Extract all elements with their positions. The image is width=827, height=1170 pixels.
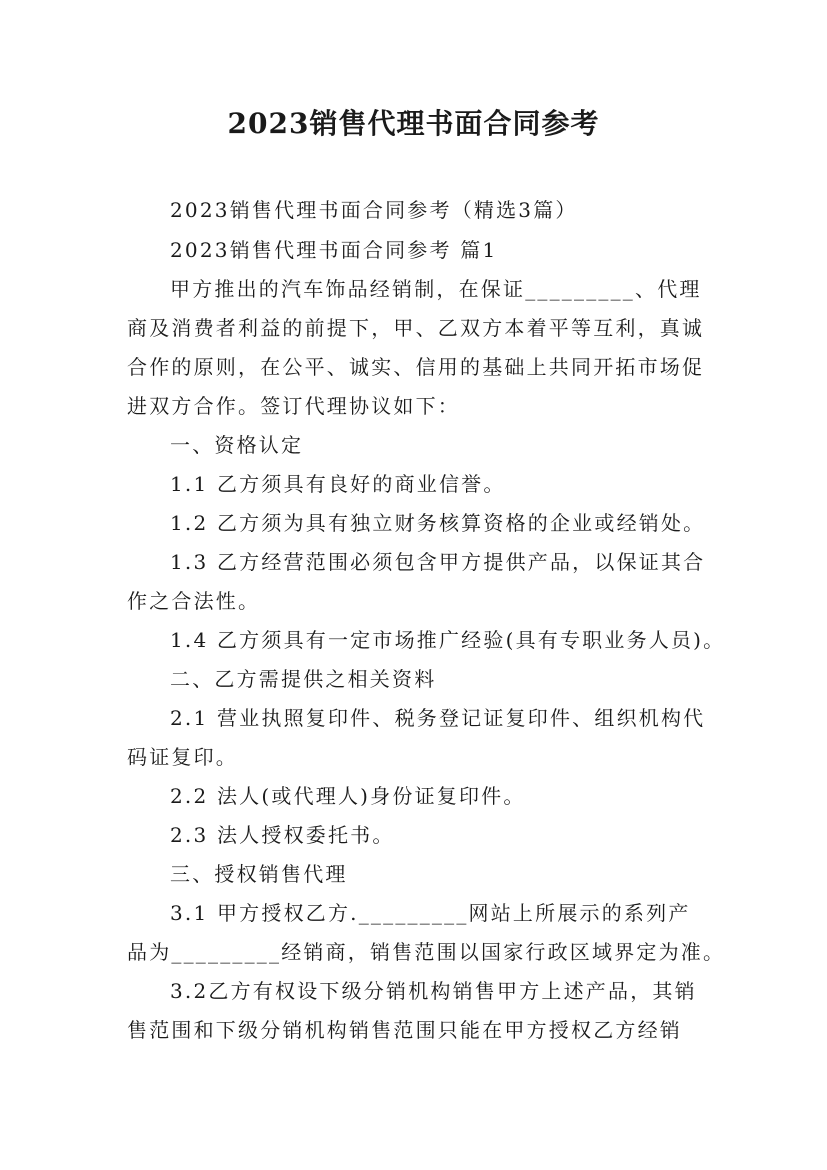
document-line: 商及消费者利益的前提下，甲、乙双方本着平等互利，真诚	[127, 316, 705, 340]
document-line: 2023销售代理书面合同参考 篇1	[170, 238, 498, 262]
document-line: 甲方推出的汽车饰品经销制，在保证_________、代理	[170, 277, 702, 301]
document-line: 合作的原则，在公平、诚实、信用的基础上共同开拓市场促	[127, 355, 705, 379]
document-title: 2023销售代理书面合同参考	[227, 107, 600, 140]
document-line: 2.3 法人授权委托书。	[170, 823, 395, 847]
document-line: 一、资格认定	[170, 433, 304, 457]
document-line: 品为_________经销商，销售范围以国家行政区域界定为准。	[127, 940, 726, 964]
document-line: 2.1 营业执照复印件、税务登记证复印件、组织机构代	[170, 706, 706, 730]
document-line: 2023销售代理书面合同参考（精选3篇）	[170, 198, 578, 222]
document-line: 码证复印。	[127, 745, 238, 769]
document-line: 1.4 乙方须具有一定市场推广经验(具有专职业务人员)。	[170, 628, 726, 652]
document-line: 二、乙方需提供之相关资料	[170, 667, 437, 691]
document-line: 1.2 乙方须为具有独立财务核算资格的企业或经销处。	[170, 511, 706, 535]
document-line: 2.2 法人(或代理人)身份证复印件。	[170, 784, 526, 808]
document-line: 三、授权销售代理	[170, 862, 348, 886]
document-line: 进双方合作。签订代理协议如下：	[127, 394, 460, 418]
document-line: 1.3 乙方经营范围必须包含甲方提供产品，以保证其合	[170, 550, 706, 574]
document-line: 3.2乙方有权设下级分销机构销售甲方上述产品，其销	[170, 979, 697, 1003]
document-line: 作之合法性。	[127, 589, 261, 613]
document-line: 3.1 甲方授权乙方._________网站上所展示的系列产	[170, 901, 691, 925]
document-line: 1.1 乙方须具有良好的商业信誉。	[170, 472, 506, 496]
document-line: 售范围和下级分销机构销售范围只能在甲方授权乙方经销	[127, 1018, 682, 1042]
